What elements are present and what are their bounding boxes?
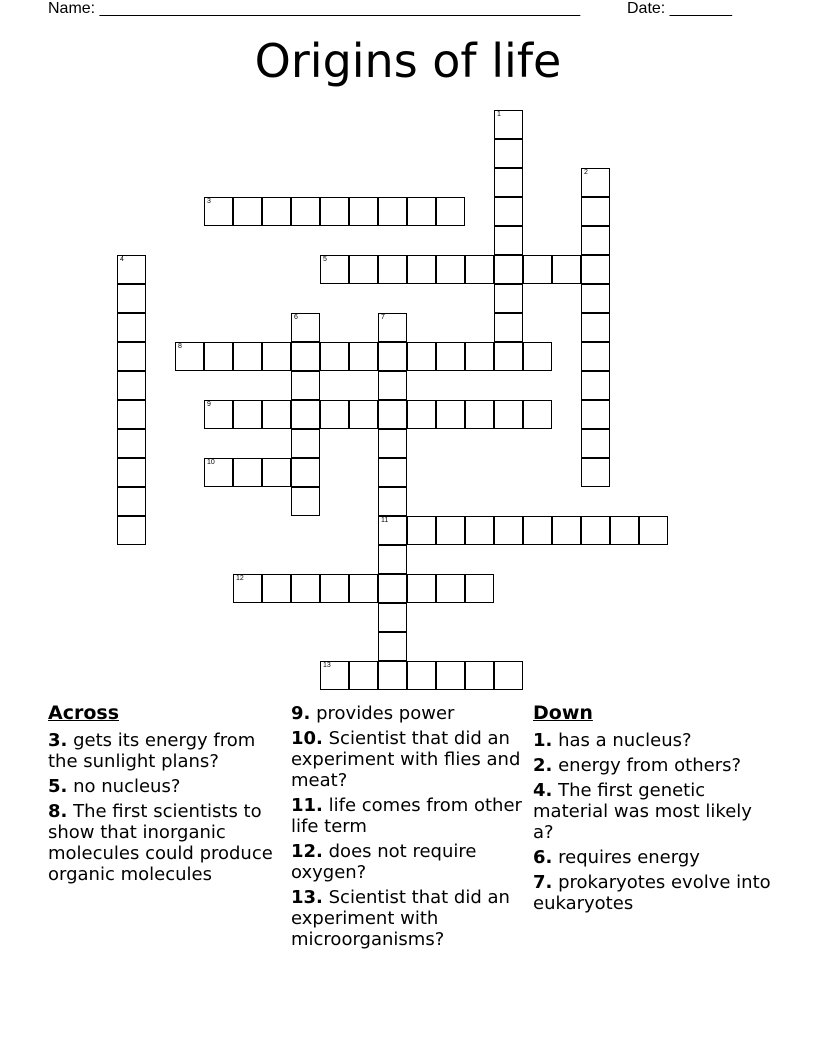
grid-cell[interactable] bbox=[465, 661, 494, 690]
grid-cell[interactable] bbox=[436, 516, 465, 545]
grid-cell[interactable] bbox=[378, 458, 407, 487]
grid-cell[interactable] bbox=[262, 197, 291, 226]
grid-cell[interactable] bbox=[233, 400, 262, 429]
grid-cell[interactable] bbox=[436, 197, 465, 226]
clue-across-13: 13. Scientist that did an experiment with microorganisms? bbox=[291, 887, 510, 950]
grid-cell[interactable] bbox=[436, 342, 465, 371]
grid-cell[interactable] bbox=[378, 516, 407, 545]
grid-cell[interactable] bbox=[465, 400, 494, 429]
grid-cell[interactable] bbox=[581, 226, 610, 255]
grid-cell[interactable] bbox=[378, 313, 407, 342]
grid-cell[interactable] bbox=[581, 516, 610, 545]
cell-number: 4 bbox=[120, 256, 124, 263]
grid-cell[interactable] bbox=[523, 516, 552, 545]
grid-cell[interactable] bbox=[349, 400, 378, 429]
grid-cell[interactable] bbox=[291, 487, 320, 516]
grid-cell[interactable] bbox=[349, 342, 378, 371]
grid-cell[interactable] bbox=[378, 197, 407, 226]
clue-down-1: 1. has a nucleus? bbox=[533, 730, 692, 751]
cell-number: 8 bbox=[178, 343, 182, 350]
grid-cell[interactable] bbox=[378, 400, 407, 429]
grid-cell[interactable] bbox=[204, 400, 233, 429]
grid-cell[interactable] bbox=[378, 545, 407, 574]
grid-cell[interactable] bbox=[291, 574, 320, 603]
grid-cell[interactable] bbox=[494, 400, 523, 429]
grid-cell[interactable] bbox=[378, 255, 407, 284]
down-heading: Down bbox=[533, 702, 593, 724]
grid-cell[interactable] bbox=[204, 342, 233, 371]
grid-cell[interactable] bbox=[581, 429, 610, 458]
down-clues bbox=[533, 703, 773, 918]
grid-cell[interactable] bbox=[494, 284, 523, 313]
puzzle-title: Origins of life bbox=[254, 34, 562, 88]
grid-cell[interactable] bbox=[494, 139, 523, 168]
grid-cell[interactable] bbox=[552, 516, 581, 545]
cell-number: 5 bbox=[323, 256, 327, 263]
grid-cell[interactable] bbox=[581, 313, 610, 342]
clue-across-3: 3. gets its energy from the sunlight plans? bbox=[48, 730, 256, 772]
grid-cell[interactable] bbox=[378, 603, 407, 632]
cell-number: 6 bbox=[294, 314, 298, 321]
grid-cell[interactable] bbox=[262, 342, 291, 371]
grid-cell[interactable] bbox=[378, 632, 407, 661]
grid-cell[interactable] bbox=[465, 255, 494, 284]
grid-cell[interactable] bbox=[320, 255, 349, 284]
grid-cell[interactable] bbox=[204, 197, 233, 226]
grid-cell[interactable] bbox=[378, 371, 407, 400]
grid-cell[interactable] bbox=[436, 255, 465, 284]
across-clues bbox=[48, 703, 280, 889]
grid-cell[interactable] bbox=[233, 574, 262, 603]
cell-number: 9 bbox=[207, 401, 211, 408]
grid-cell[interactable] bbox=[494, 197, 523, 226]
grid-cell[interactable] bbox=[610, 516, 639, 545]
across-clues-continued bbox=[291, 703, 523, 954]
grid-cell[interactable] bbox=[407, 197, 436, 226]
grid-cell[interactable] bbox=[581, 255, 610, 284]
grid-cell[interactable] bbox=[320, 342, 349, 371]
grid-cell[interactable] bbox=[320, 661, 349, 690]
grid-cell[interactable] bbox=[291, 371, 320, 400]
clue-across-8: 8. The first scientists to show that inorganic molecules could produce organic molecules bbox=[48, 801, 273, 885]
grid-cell[interactable] bbox=[291, 197, 320, 226]
grid-cell[interactable] bbox=[175, 342, 204, 371]
grid-cell[interactable] bbox=[117, 400, 146, 429]
clue-down-7: 7. prokaryotes evolve into eukaryotes bbox=[533, 872, 771, 914]
grid-cell[interactable] bbox=[581, 168, 610, 197]
grid-cell[interactable] bbox=[639, 516, 668, 545]
grid-cell[interactable] bbox=[494, 516, 523, 545]
grid-cell[interactable] bbox=[465, 574, 494, 603]
clue-across-12: 12. does not require oxygen? bbox=[291, 841, 477, 883]
grid-cell[interactable] bbox=[581, 400, 610, 429]
grid-cell[interactable] bbox=[523, 255, 552, 284]
grid-cell[interactable] bbox=[581, 342, 610, 371]
grid-cell[interactable] bbox=[291, 400, 320, 429]
grid-cell[interactable] bbox=[523, 400, 552, 429]
cell-number: 3 bbox=[207, 198, 211, 205]
grid-cell[interactable] bbox=[407, 400, 436, 429]
grid-cell[interactable] bbox=[407, 342, 436, 371]
grid-cell[interactable] bbox=[117, 255, 146, 284]
grid-cell[interactable] bbox=[117, 313, 146, 342]
clue-down-4: 4. The first genetic material was most likely a? bbox=[533, 780, 752, 843]
clue-down-2: 2. energy from others? bbox=[533, 755, 742, 776]
grid-cell[interactable] bbox=[349, 661, 378, 690]
grid-cell[interactable] bbox=[117, 284, 146, 313]
date-field[interactable]: Date: _______ bbox=[627, 0, 732, 17]
grid-cell[interactable] bbox=[494, 661, 523, 690]
grid-cell[interactable] bbox=[581, 458, 610, 487]
grid-cell[interactable] bbox=[378, 342, 407, 371]
grid-cell[interactable] bbox=[494, 226, 523, 255]
cell-number: 2 bbox=[584, 169, 588, 176]
cell-number: 11 bbox=[381, 517, 389, 524]
grid-cell[interactable] bbox=[262, 400, 291, 429]
grid-cell[interactable] bbox=[436, 574, 465, 603]
grid-cell[interactable] bbox=[494, 342, 523, 371]
grid-cell[interactable] bbox=[320, 400, 349, 429]
grid-cell[interactable] bbox=[407, 255, 436, 284]
grid-cell[interactable] bbox=[378, 429, 407, 458]
grid-cell[interactable] bbox=[291, 458, 320, 487]
grid-cell[interactable] bbox=[349, 574, 378, 603]
clue-across-5: 5. no nucleus? bbox=[48, 776, 181, 797]
grid-cell[interactable] bbox=[204, 458, 233, 487]
grid-cell[interactable] bbox=[436, 661, 465, 690]
grid-cell[interactable] bbox=[233, 197, 262, 226]
grid-cell[interactable] bbox=[494, 255, 523, 284]
grid-cell[interactable] bbox=[494, 313, 523, 342]
grid-cell[interactable] bbox=[407, 516, 436, 545]
grid-cell[interactable] bbox=[117, 487, 146, 516]
grid-cell[interactable] bbox=[291, 342, 320, 371]
cell-number: 10 bbox=[207, 459, 215, 466]
grid-cell[interactable] bbox=[465, 516, 494, 545]
cell-number: 7 bbox=[381, 314, 385, 321]
grid-cell[interactable] bbox=[320, 197, 349, 226]
clue-across-10: 10. Scientist that did an experiment with flies and meat? bbox=[291, 728, 521, 791]
grid-cell[interactable] bbox=[581, 371, 610, 400]
grid-cell[interactable] bbox=[581, 197, 610, 226]
grid-cell[interactable] bbox=[378, 661, 407, 690]
grid-cell[interactable] bbox=[117, 429, 146, 458]
grid-cell[interactable] bbox=[233, 342, 262, 371]
grid-cell[interactable] bbox=[233, 458, 262, 487]
cell-number: 13 bbox=[323, 662, 331, 669]
grid-cell[interactable] bbox=[291, 429, 320, 458]
grid-cell[interactable] bbox=[378, 487, 407, 516]
grid-cell[interactable] bbox=[494, 168, 523, 197]
grid-cell[interactable] bbox=[117, 458, 146, 487]
clue-across-9: 9. provides power bbox=[291, 703, 455, 724]
grid-cell[interactable] bbox=[320, 574, 349, 603]
grid-cell[interactable] bbox=[494, 110, 523, 139]
grid-cell[interactable] bbox=[291, 313, 320, 342]
grid-cell[interactable] bbox=[117, 516, 146, 545]
grid-cell[interactable] bbox=[117, 342, 146, 371]
cell-number: 12 bbox=[236, 575, 244, 582]
grid-cell[interactable] bbox=[378, 574, 407, 603]
grid-cell[interactable] bbox=[581, 284, 610, 313]
across-heading: Across bbox=[48, 702, 120, 724]
grid-cell[interactable] bbox=[436, 400, 465, 429]
grid-cell[interactable] bbox=[552, 255, 581, 284]
grid-cell[interactable] bbox=[349, 255, 378, 284]
grid-cell[interactable] bbox=[407, 574, 436, 603]
clue-across-11: 11. life comes from other life term bbox=[291, 795, 522, 837]
grid-cell[interactable] bbox=[349, 197, 378, 226]
grid-cell[interactable] bbox=[262, 574, 291, 603]
grid-cell[interactable] bbox=[117, 371, 146, 400]
grid-cell[interactable] bbox=[523, 342, 552, 371]
grid-cell[interactable] bbox=[407, 661, 436, 690]
grid-cell[interactable] bbox=[465, 342, 494, 371]
grid-cell[interactable] bbox=[262, 458, 291, 487]
cell-number: 1 bbox=[497, 111, 501, 118]
name-field[interactable]: Name: ______________________________________________________ bbox=[48, 0, 581, 17]
clue-down-6: 6. requires energy bbox=[533, 847, 700, 868]
